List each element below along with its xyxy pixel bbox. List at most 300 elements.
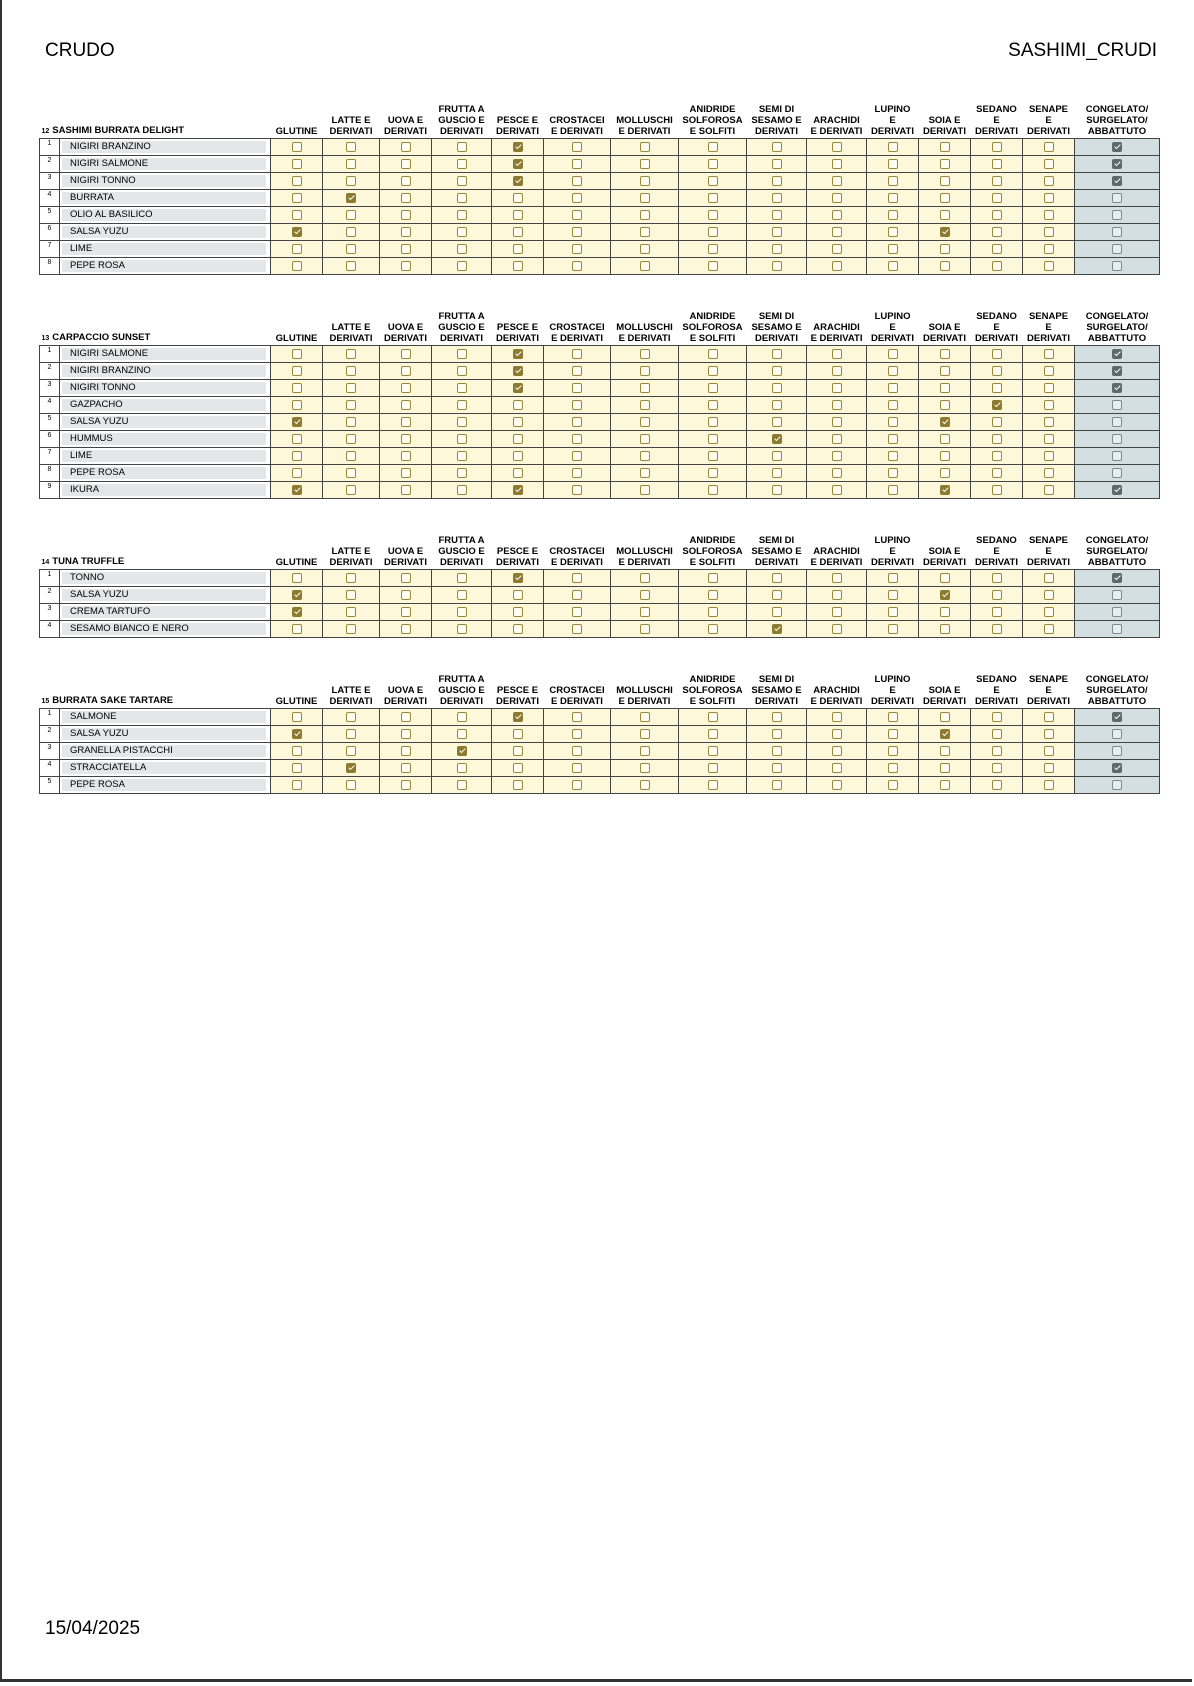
unchecked-checkbox[interactable] (513, 746, 523, 756)
unchecked-checkbox[interactable] (572, 590, 582, 600)
unchecked-checkbox[interactable] (888, 244, 898, 254)
unchecked-checkbox[interactable] (992, 417, 1002, 427)
unchecked-checkbox[interactable] (513, 434, 523, 444)
unchecked-checkbox[interactable] (992, 485, 1002, 495)
checked-checkbox[interactable] (940, 590, 950, 600)
unchecked-checkbox[interactable] (708, 624, 718, 634)
unchecked-checkbox[interactable] (572, 400, 582, 410)
unchecked-checkbox[interactable] (401, 349, 411, 359)
unchecked-checkbox[interactable] (292, 383, 302, 393)
unchecked-checkbox[interactable] (572, 485, 582, 495)
checked-checkbox[interactable] (1112, 763, 1122, 773)
unchecked-checkbox[interactable] (992, 763, 1002, 773)
unchecked-checkbox[interactable] (457, 485, 467, 495)
unchecked-checkbox[interactable] (640, 485, 650, 495)
unchecked-checkbox[interactable] (640, 210, 650, 220)
unchecked-checkbox[interactable] (832, 468, 842, 478)
unchecked-checkbox[interactable] (401, 485, 411, 495)
unchecked-checkbox[interactable] (888, 485, 898, 495)
unchecked-checkbox[interactable] (401, 451, 411, 461)
unchecked-checkbox[interactable] (292, 434, 302, 444)
unchecked-checkbox[interactable] (640, 763, 650, 773)
unchecked-checkbox[interactable] (992, 227, 1002, 237)
unchecked-checkbox[interactable] (940, 193, 950, 203)
unchecked-checkbox[interactable] (346, 349, 356, 359)
checked-checkbox[interactable] (457, 746, 467, 756)
unchecked-checkbox[interactable] (832, 193, 842, 203)
checked-checkbox[interactable] (992, 400, 1002, 410)
unchecked-checkbox[interactable] (772, 746, 782, 756)
unchecked-checkbox[interactable] (457, 244, 467, 254)
unchecked-checkbox[interactable] (832, 451, 842, 461)
unchecked-checkbox[interactable] (888, 193, 898, 203)
unchecked-checkbox[interactable] (292, 193, 302, 203)
unchecked-checkbox[interactable] (772, 244, 782, 254)
unchecked-checkbox[interactable] (940, 746, 950, 756)
unchecked-checkbox[interactable] (640, 366, 650, 376)
unchecked-checkbox[interactable] (346, 383, 356, 393)
unchecked-checkbox[interactable] (640, 400, 650, 410)
unchecked-checkbox[interactable] (772, 573, 782, 583)
unchecked-checkbox[interactable] (640, 451, 650, 461)
unchecked-checkbox[interactable] (888, 227, 898, 237)
unchecked-checkbox[interactable] (640, 712, 650, 722)
unchecked-checkbox[interactable] (992, 590, 1002, 600)
unchecked-checkbox[interactable] (346, 434, 356, 444)
unchecked-checkbox[interactable] (708, 729, 718, 739)
unchecked-checkbox[interactable] (513, 729, 523, 739)
unchecked-checkbox[interactable] (1044, 193, 1054, 203)
unchecked-checkbox[interactable] (772, 712, 782, 722)
checked-checkbox[interactable] (772, 434, 782, 444)
checked-checkbox[interactable] (1112, 159, 1122, 169)
unchecked-checkbox[interactable] (640, 607, 650, 617)
unchecked-checkbox[interactable] (640, 780, 650, 790)
unchecked-checkbox[interactable] (292, 712, 302, 722)
unchecked-checkbox[interactable] (940, 451, 950, 461)
unchecked-checkbox[interactable] (1112, 624, 1122, 634)
unchecked-checkbox[interactable] (572, 417, 582, 427)
unchecked-checkbox[interactable] (346, 244, 356, 254)
unchecked-checkbox[interactable] (401, 468, 411, 478)
unchecked-checkbox[interactable] (640, 590, 650, 600)
unchecked-checkbox[interactable] (708, 176, 718, 186)
unchecked-checkbox[interactable] (572, 712, 582, 722)
unchecked-checkbox[interactable] (772, 193, 782, 203)
unchecked-checkbox[interactable] (572, 210, 582, 220)
unchecked-checkbox[interactable] (572, 244, 582, 254)
unchecked-checkbox[interactable] (832, 261, 842, 271)
unchecked-checkbox[interactable] (346, 451, 356, 461)
unchecked-checkbox[interactable] (572, 159, 582, 169)
unchecked-checkbox[interactable] (346, 624, 356, 634)
unchecked-checkbox[interactable] (772, 159, 782, 169)
unchecked-checkbox[interactable] (832, 142, 842, 152)
unchecked-checkbox[interactable] (940, 366, 950, 376)
unchecked-checkbox[interactable] (888, 573, 898, 583)
unchecked-checkbox[interactable] (401, 590, 411, 600)
unchecked-checkbox[interactable] (832, 624, 842, 634)
unchecked-checkbox[interactable] (832, 417, 842, 427)
unchecked-checkbox[interactable] (1044, 712, 1054, 722)
unchecked-checkbox[interactable] (940, 468, 950, 478)
unchecked-checkbox[interactable] (401, 746, 411, 756)
checked-checkbox[interactable] (1112, 349, 1122, 359)
checked-checkbox[interactable] (1112, 366, 1122, 376)
unchecked-checkbox[interactable] (346, 366, 356, 376)
unchecked-checkbox[interactable] (1044, 746, 1054, 756)
unchecked-checkbox[interactable] (888, 451, 898, 461)
unchecked-checkbox[interactable] (888, 159, 898, 169)
unchecked-checkbox[interactable] (888, 624, 898, 634)
checked-checkbox[interactable] (1112, 142, 1122, 152)
unchecked-checkbox[interactable] (640, 468, 650, 478)
unchecked-checkbox[interactable] (772, 590, 782, 600)
checked-checkbox[interactable] (513, 573, 523, 583)
unchecked-checkbox[interactable] (640, 244, 650, 254)
unchecked-checkbox[interactable] (888, 729, 898, 739)
unchecked-checkbox[interactable] (708, 573, 718, 583)
unchecked-checkbox[interactable] (888, 383, 898, 393)
unchecked-checkbox[interactable] (1044, 590, 1054, 600)
unchecked-checkbox[interactable] (513, 590, 523, 600)
unchecked-checkbox[interactable] (708, 468, 718, 478)
unchecked-checkbox[interactable] (572, 729, 582, 739)
unchecked-checkbox[interactable] (708, 400, 718, 410)
unchecked-checkbox[interactable] (772, 780, 782, 790)
unchecked-checkbox[interactable] (457, 434, 467, 444)
unchecked-checkbox[interactable] (1112, 210, 1122, 220)
unchecked-checkbox[interactable] (513, 624, 523, 634)
unchecked-checkbox[interactable] (292, 349, 302, 359)
unchecked-checkbox[interactable] (457, 366, 467, 376)
unchecked-checkbox[interactable] (940, 244, 950, 254)
unchecked-checkbox[interactable] (572, 573, 582, 583)
unchecked-checkbox[interactable] (292, 261, 302, 271)
unchecked-checkbox[interactable] (1112, 434, 1122, 444)
unchecked-checkbox[interactable] (1044, 607, 1054, 617)
unchecked-checkbox[interactable] (992, 193, 1002, 203)
unchecked-checkbox[interactable] (401, 729, 411, 739)
unchecked-checkbox[interactable] (457, 763, 467, 773)
unchecked-checkbox[interactable] (772, 400, 782, 410)
unchecked-checkbox[interactable] (772, 227, 782, 237)
checked-checkbox[interactable] (292, 227, 302, 237)
checked-checkbox[interactable] (513, 485, 523, 495)
unchecked-checkbox[interactable] (640, 573, 650, 583)
unchecked-checkbox[interactable] (401, 159, 411, 169)
unchecked-checkbox[interactable] (772, 366, 782, 376)
unchecked-checkbox[interactable] (572, 193, 582, 203)
unchecked-checkbox[interactable] (832, 485, 842, 495)
unchecked-checkbox[interactable] (457, 193, 467, 203)
unchecked-checkbox[interactable] (832, 763, 842, 773)
unchecked-checkbox[interactable] (457, 400, 467, 410)
unchecked-checkbox[interactable] (457, 729, 467, 739)
unchecked-checkbox[interactable] (832, 210, 842, 220)
unchecked-checkbox[interactable] (572, 366, 582, 376)
unchecked-checkbox[interactable] (457, 142, 467, 152)
unchecked-checkbox[interactable] (457, 261, 467, 271)
unchecked-checkbox[interactable] (292, 624, 302, 634)
unchecked-checkbox[interactable] (401, 573, 411, 583)
unchecked-checkbox[interactable] (888, 468, 898, 478)
unchecked-checkbox[interactable] (832, 227, 842, 237)
unchecked-checkbox[interactable] (572, 349, 582, 359)
unchecked-checkbox[interactable] (832, 244, 842, 254)
unchecked-checkbox[interactable] (708, 159, 718, 169)
unchecked-checkbox[interactable] (513, 607, 523, 617)
unchecked-checkbox[interactable] (457, 468, 467, 478)
unchecked-checkbox[interactable] (832, 712, 842, 722)
unchecked-checkbox[interactable] (1112, 244, 1122, 254)
unchecked-checkbox[interactable] (457, 624, 467, 634)
unchecked-checkbox[interactable] (401, 780, 411, 790)
unchecked-checkbox[interactable] (1044, 383, 1054, 393)
unchecked-checkbox[interactable] (1044, 624, 1054, 634)
unchecked-checkbox[interactable] (346, 729, 356, 739)
unchecked-checkbox[interactable] (708, 417, 718, 427)
unchecked-checkbox[interactable] (513, 261, 523, 271)
unchecked-checkbox[interactable] (992, 451, 1002, 461)
unchecked-checkbox[interactable] (992, 468, 1002, 478)
unchecked-checkbox[interactable] (640, 159, 650, 169)
unchecked-checkbox[interactable] (1112, 729, 1122, 739)
unchecked-checkbox[interactable] (708, 746, 718, 756)
unchecked-checkbox[interactable] (772, 763, 782, 773)
checked-checkbox[interactable] (513, 366, 523, 376)
unchecked-checkbox[interactable] (992, 349, 1002, 359)
unchecked-checkbox[interactable] (346, 780, 356, 790)
unchecked-checkbox[interactable] (346, 746, 356, 756)
unchecked-checkbox[interactable] (401, 366, 411, 376)
unchecked-checkbox[interactable] (640, 383, 650, 393)
unchecked-checkbox[interactable] (1112, 400, 1122, 410)
unchecked-checkbox[interactable] (940, 159, 950, 169)
unchecked-checkbox[interactable] (1044, 468, 1054, 478)
unchecked-checkbox[interactable] (572, 142, 582, 152)
unchecked-checkbox[interactable] (708, 366, 718, 376)
unchecked-checkbox[interactable] (457, 417, 467, 427)
unchecked-checkbox[interactable] (346, 176, 356, 186)
unchecked-checkbox[interactable] (401, 142, 411, 152)
unchecked-checkbox[interactable] (832, 607, 842, 617)
unchecked-checkbox[interactable] (513, 400, 523, 410)
unchecked-checkbox[interactable] (992, 176, 1002, 186)
unchecked-checkbox[interactable] (772, 607, 782, 617)
unchecked-checkbox[interactable] (940, 383, 950, 393)
unchecked-checkbox[interactable] (572, 261, 582, 271)
unchecked-checkbox[interactable] (992, 366, 1002, 376)
unchecked-checkbox[interactable] (772, 468, 782, 478)
unchecked-checkbox[interactable] (346, 468, 356, 478)
unchecked-checkbox[interactable] (457, 712, 467, 722)
unchecked-checkbox[interactable] (346, 607, 356, 617)
unchecked-checkbox[interactable] (708, 227, 718, 237)
unchecked-checkbox[interactable] (940, 400, 950, 410)
unchecked-checkbox[interactable] (708, 383, 718, 393)
unchecked-checkbox[interactable] (992, 746, 1002, 756)
unchecked-checkbox[interactable] (832, 573, 842, 583)
unchecked-checkbox[interactable] (292, 210, 302, 220)
unchecked-checkbox[interactable] (401, 227, 411, 237)
unchecked-checkbox[interactable] (1112, 746, 1122, 756)
checked-checkbox[interactable] (346, 193, 356, 203)
unchecked-checkbox[interactable] (572, 624, 582, 634)
checked-checkbox[interactable] (513, 142, 523, 152)
unchecked-checkbox[interactable] (772, 176, 782, 186)
unchecked-checkbox[interactable] (888, 746, 898, 756)
checked-checkbox[interactable] (1112, 712, 1122, 722)
unchecked-checkbox[interactable] (457, 383, 467, 393)
unchecked-checkbox[interactable] (992, 573, 1002, 583)
unchecked-checkbox[interactable] (888, 417, 898, 427)
unchecked-checkbox[interactable] (292, 176, 302, 186)
unchecked-checkbox[interactable] (708, 434, 718, 444)
unchecked-checkbox[interactable] (992, 383, 1002, 393)
unchecked-checkbox[interactable] (513, 210, 523, 220)
unchecked-checkbox[interactable] (401, 261, 411, 271)
unchecked-checkbox[interactable] (457, 227, 467, 237)
unchecked-checkbox[interactable] (832, 176, 842, 186)
unchecked-checkbox[interactable] (457, 590, 467, 600)
unchecked-checkbox[interactable] (940, 780, 950, 790)
unchecked-checkbox[interactable] (572, 607, 582, 617)
unchecked-checkbox[interactable] (640, 261, 650, 271)
unchecked-checkbox[interactable] (1044, 573, 1054, 583)
unchecked-checkbox[interactable] (292, 159, 302, 169)
unchecked-checkbox[interactable] (708, 780, 718, 790)
unchecked-checkbox[interactable] (1044, 210, 1054, 220)
unchecked-checkbox[interactable] (940, 624, 950, 634)
unchecked-checkbox[interactable] (1112, 607, 1122, 617)
unchecked-checkbox[interactable] (1112, 417, 1122, 427)
unchecked-checkbox[interactable] (292, 366, 302, 376)
checked-checkbox[interactable] (513, 176, 523, 186)
checked-checkbox[interactable] (940, 485, 950, 495)
unchecked-checkbox[interactable] (832, 590, 842, 600)
checked-checkbox[interactable] (513, 712, 523, 722)
unchecked-checkbox[interactable] (292, 468, 302, 478)
unchecked-checkbox[interactable] (513, 451, 523, 461)
unchecked-checkbox[interactable] (401, 607, 411, 617)
checked-checkbox[interactable] (292, 417, 302, 427)
unchecked-checkbox[interactable] (1044, 261, 1054, 271)
unchecked-checkbox[interactable] (708, 763, 718, 773)
unchecked-checkbox[interactable] (888, 590, 898, 600)
checked-checkbox[interactable] (1112, 383, 1122, 393)
unchecked-checkbox[interactable] (572, 383, 582, 393)
unchecked-checkbox[interactable] (346, 590, 356, 600)
unchecked-checkbox[interactable] (708, 261, 718, 271)
unchecked-checkbox[interactable] (708, 451, 718, 461)
unchecked-checkbox[interactable] (513, 244, 523, 254)
unchecked-checkbox[interactable] (832, 400, 842, 410)
unchecked-checkbox[interactable] (292, 746, 302, 756)
unchecked-checkbox[interactable] (1044, 400, 1054, 410)
unchecked-checkbox[interactable] (457, 349, 467, 359)
unchecked-checkbox[interactable] (992, 261, 1002, 271)
unchecked-checkbox[interactable] (708, 193, 718, 203)
unchecked-checkbox[interactable] (772, 417, 782, 427)
unchecked-checkbox[interactable] (772, 349, 782, 359)
unchecked-checkbox[interactable] (513, 193, 523, 203)
unchecked-checkbox[interactable] (708, 607, 718, 617)
unchecked-checkbox[interactable] (346, 485, 356, 495)
unchecked-checkbox[interactable] (1044, 349, 1054, 359)
unchecked-checkbox[interactable] (640, 417, 650, 427)
unchecked-checkbox[interactable] (401, 176, 411, 186)
unchecked-checkbox[interactable] (888, 142, 898, 152)
unchecked-checkbox[interactable] (640, 624, 650, 634)
unchecked-checkbox[interactable] (1044, 729, 1054, 739)
unchecked-checkbox[interactable] (1112, 193, 1122, 203)
unchecked-checkbox[interactable] (401, 400, 411, 410)
unchecked-checkbox[interactable] (772, 485, 782, 495)
unchecked-checkbox[interactable] (832, 780, 842, 790)
unchecked-checkbox[interactable] (1112, 227, 1122, 237)
unchecked-checkbox[interactable] (1044, 780, 1054, 790)
unchecked-checkbox[interactable] (640, 746, 650, 756)
unchecked-checkbox[interactable] (346, 210, 356, 220)
unchecked-checkbox[interactable] (640, 434, 650, 444)
unchecked-checkbox[interactable] (346, 712, 356, 722)
unchecked-checkbox[interactable] (992, 624, 1002, 634)
checked-checkbox[interactable] (346, 763, 356, 773)
unchecked-checkbox[interactable] (992, 712, 1002, 722)
unchecked-checkbox[interactable] (708, 485, 718, 495)
unchecked-checkbox[interactable] (888, 210, 898, 220)
unchecked-checkbox[interactable] (513, 468, 523, 478)
checked-checkbox[interactable] (940, 417, 950, 427)
checked-checkbox[interactable] (940, 227, 950, 237)
unchecked-checkbox[interactable] (832, 434, 842, 444)
unchecked-checkbox[interactable] (292, 244, 302, 254)
unchecked-checkbox[interactable] (832, 746, 842, 756)
unchecked-checkbox[interactable] (457, 451, 467, 461)
unchecked-checkbox[interactable] (940, 210, 950, 220)
unchecked-checkbox[interactable] (888, 434, 898, 444)
unchecked-checkbox[interactable] (940, 712, 950, 722)
unchecked-checkbox[interactable] (572, 227, 582, 237)
unchecked-checkbox[interactable] (640, 729, 650, 739)
checked-checkbox[interactable] (292, 607, 302, 617)
unchecked-checkbox[interactable] (992, 210, 1002, 220)
unchecked-checkbox[interactable] (457, 159, 467, 169)
checked-checkbox[interactable] (292, 485, 302, 495)
unchecked-checkbox[interactable] (992, 607, 1002, 617)
unchecked-checkbox[interactable] (640, 142, 650, 152)
unchecked-checkbox[interactable] (992, 244, 1002, 254)
unchecked-checkbox[interactable] (346, 227, 356, 237)
unchecked-checkbox[interactable] (888, 400, 898, 410)
unchecked-checkbox[interactable] (457, 210, 467, 220)
unchecked-checkbox[interactable] (708, 142, 718, 152)
unchecked-checkbox[interactable] (1044, 159, 1054, 169)
unchecked-checkbox[interactable] (940, 349, 950, 359)
unchecked-checkbox[interactable] (888, 607, 898, 617)
unchecked-checkbox[interactable] (401, 417, 411, 427)
unchecked-checkbox[interactable] (992, 729, 1002, 739)
unchecked-checkbox[interactable] (1044, 142, 1054, 152)
unchecked-checkbox[interactable] (457, 176, 467, 186)
unchecked-checkbox[interactable] (572, 176, 582, 186)
unchecked-checkbox[interactable] (888, 763, 898, 773)
unchecked-checkbox[interactable] (292, 451, 302, 461)
unchecked-checkbox[interactable] (992, 159, 1002, 169)
unchecked-checkbox[interactable] (457, 573, 467, 583)
unchecked-checkbox[interactable] (708, 244, 718, 254)
